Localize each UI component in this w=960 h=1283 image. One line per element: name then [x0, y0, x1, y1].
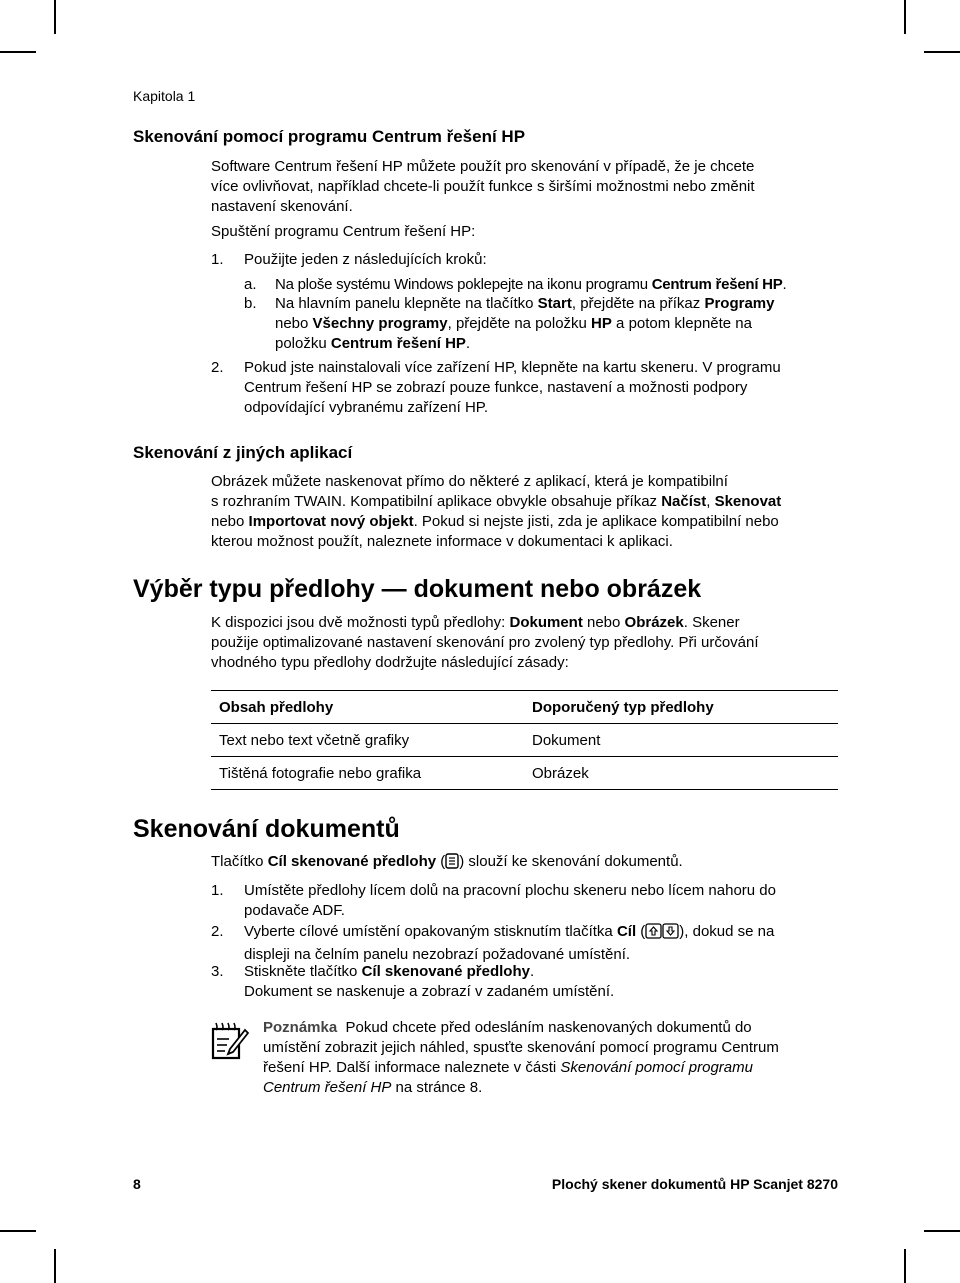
list-letter: a. — [244, 276, 257, 293]
paragraph — [211, 157, 755, 217]
list-item: Pokud jste nainstalovali více zařízení HP, klepněte na kartu skeneru. V programu Centrum řešení HP se zobrazí pouze funkce, nastavení a možnosti podpory odpovídající vybranému zařízení HP. — [244, 359, 781, 416]
page-number: 8 — [133, 1176, 141, 1192]
list-number: 1. — [211, 251, 224, 268]
note-label: Poznámka — [263, 1019, 338, 1036]
document-scan-icon — [445, 853, 459, 875]
crop-mark — [924, 1230, 960, 1232]
crop-mark — [924, 51, 960, 53]
crop-mark — [904, 1249, 906, 1283]
destination-arrows-icon — [645, 923, 679, 945]
note-text: Poznámka Pokud chcete před odesláním naskenovaných dokumentů do umístění zobrazit jejich náhled, spusťte skenování pomocí programu Centrum řešení HP. Další informace naleznete v části Skenování pomocí programu Centrum řešení HP na stránce 8. — [263, 1019, 779, 1096]
table-row — [211, 724, 838, 757]
list-item: Použijte jeden z následujících kroků: — [244, 251, 487, 268]
paragraph: Tlačítko Cíl skenované předlohy ( ) slouží ke skenování dokumentů. — [211, 852, 683, 875]
table-header-cell: Obsah předlohy — [211, 691, 523, 724]
heading: Výběr typu předlohy — dokument nebo obrázek — [133, 575, 702, 603]
heading: Skenování dokumentů — [133, 815, 400, 843]
list-number: 3. — [211, 963, 224, 980]
crop-mark — [0, 51, 36, 53]
list-item: Na ploše systému Windows poklepejte na ikonu programu Centrum řešení HP. — [275, 276, 787, 293]
guideline-table — [211, 690, 838, 790]
paragraph: Obrázek můžete naskenovat přímo do některé z aplikací, která je kompatibilní s rozhraním TWAIN. Kompatibilní aplikace obvykle obsahuje příkaz Načíst, Skenovat nebo Importovat nový objekt. Pokud si nejste jisti, zda je aplikace kompatibilní nebo kterou možnost použít, naleznete informace v dokumentaci k aplikaci. — [211, 473, 782, 550]
section-title: Skenování z jiných aplikací — [133, 443, 353, 462]
table-header — [211, 691, 838, 724]
table-cell: Dokument — [524, 724, 838, 757]
section-title: Skenování pomocí programu Centrum řešení HP — [133, 127, 526, 146]
text-line: Software Centrum řešení HP můžete použít pro skenování v případě, že je chcete — [211, 158, 755, 175]
list-number: 2. — [211, 359, 224, 376]
product-name: Plochý skener dokumentů HP Scanjet 8270 — [551, 1176, 838, 1192]
paragraph: Spuštění programu Centrum řešení HP: — [211, 223, 476, 240]
text-line: nastavení skenování. — [211, 198, 353, 215]
list-item: Na hlavním panelu klepněte na tlačítko Start, přejděte na příkaz Programy nebo Všechny programy, přejděte na položku HP a potom klepněte na položku Centrum řešení HP. — [275, 295, 775, 352]
crop-mark — [54, 0, 56, 34]
chapter-label: Kapitola 1 — [133, 88, 196, 104]
paragraph: K dispozici jsou dvě možnosti typů předlohy: Dokument nebo Obrázek. Skener použije optimalizované nastavení skenování pro zvolený typ předlohy. Při určování vhodného typu předlohy dodržujte následující zásady: — [211, 614, 759, 671]
table-row — [211, 757, 838, 790]
list-number: 2. — [211, 923, 224, 940]
list-item: Stiskněte tlačítko Cíl skenované předlohy. Dokument se naskenuje a zobrazí v zadaném umístění. — [244, 963, 615, 1000]
table-header-cell: Doporučený typ předlohy — [524, 691, 838, 724]
table-cell: Tištěná fotografie nebo grafika — [211, 757, 523, 790]
table-cell: Obrázek — [524, 757, 838, 790]
list-letter: b. — [244, 295, 257, 312]
list-number: 1. — [211, 882, 224, 899]
crop-mark — [904, 0, 906, 34]
note-icon — [211, 1021, 249, 1066]
crop-mark — [0, 1230, 36, 1232]
list-item: Vyberte cílové umístění opakovaným stisknutím tlačítka Cíl ( ), dokud se na displeji na čelním panelu nezobrazí požadované umístění. — [244, 923, 775, 963]
crop-mark — [54, 1249, 56, 1283]
text-line: více ovlivňovat, například chcete-li použít funkce s širšími možnostmi nebo změnit — [211, 178, 755, 195]
table-cell: Text nebo text včetně grafiky — [211, 724, 523, 757]
list-item: Umístěte předlohy lícem dolů na pracovní plochu skeneru nebo lícem nahoru do podavače ADF. — [244, 882, 776, 919]
